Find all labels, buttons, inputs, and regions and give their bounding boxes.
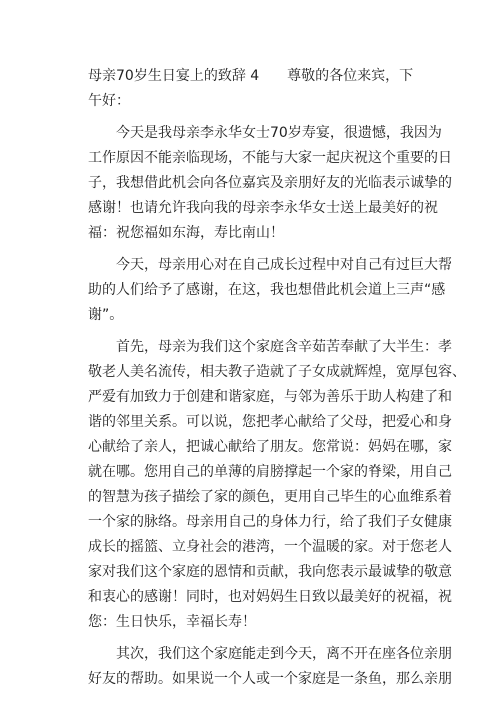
text-line: 好友的帮助。如果说一个人或一个家庭是一条鱼，那么亲朋 bbox=[88, 671, 452, 687]
text-line: 严爱有加致力于创建和谐家庭，与邻为善乐于助人构建了和 bbox=[88, 389, 452, 405]
text-line: 午好： bbox=[88, 93, 130, 109]
text-line: 家对我们这个家庭的恩情和贡献，我向您表示最诚挚的敬意 bbox=[88, 564, 452, 580]
text-line: 就在哪。您用自己的单薄的肩膀撑起一个家的脊梁，用自己 bbox=[88, 464, 452, 480]
text-line: 助的人们给予了感谢，在这，我也想借此机会道上三声“感 bbox=[88, 282, 446, 298]
text-line: 感谢！也请允许我向我的母亲李永华女士送上最美好的祝 bbox=[88, 200, 438, 216]
text-line: 敬老人美名流传，相夫教子造就了子女成就辉煌，宽厚包容、 bbox=[88, 364, 466, 380]
text-line: 心献给了亲人，把诚心献给了朋友。您常说：妈妈在哪，家 bbox=[88, 439, 452, 455]
text-line: 成长的摇篮、立身社会的港湾，一个温暖的家。对于您老人 bbox=[88, 539, 452, 555]
text-line: 工作原因不能亲临现场，不能与大家一起庆祝这个重要的日 bbox=[88, 150, 452, 166]
text-line: 谐的邻里关系。可以说，您把孝心献给了父母，把爱心和身 bbox=[88, 414, 452, 430]
text-line: 谢”。 bbox=[88, 307, 124, 323]
paragraph-first-line: 首先，母亲为我们这个家庭含辛茹苦奉献了大半生：孝 bbox=[116, 339, 452, 355]
paragraph-first-line: 今天是我母亲李永华女士70岁寿宴，很遗憾，我因为 bbox=[116, 125, 442, 141]
title-line: 母亲70岁生日宴上的致辞 4 尊敬的各位来宾，下 bbox=[88, 68, 414, 84]
text-line: 子，我想借此机会向各位嘉宾及亲朋好友的光临表示诚挚的 bbox=[88, 175, 452, 191]
paragraph-first-line: 今天，母亲用心对在自己成长过程中对自己有过巨大帮 bbox=[116, 257, 452, 273]
text-line: 和衷心的感谢！同时，也对妈妈生日致以最美好的祝福，祝 bbox=[88, 589, 452, 605]
text-line: 的智慧为孩子描绘了家的颜色，更用自己毕生的心血维系着 bbox=[88, 489, 452, 505]
paragraph-first-line: 其次，我们这个家庭能走到今天，离不开在座各位亲朋 bbox=[116, 646, 452, 662]
text-line: 福：祝您福如东海，寿比南山！ bbox=[88, 225, 284, 241]
text-line: 您：生日快乐，幸福长寿！ bbox=[88, 614, 256, 630]
text-line: 一个家的脉络。母亲用自己的身体力行，给了我们子女健康 bbox=[88, 514, 452, 530]
